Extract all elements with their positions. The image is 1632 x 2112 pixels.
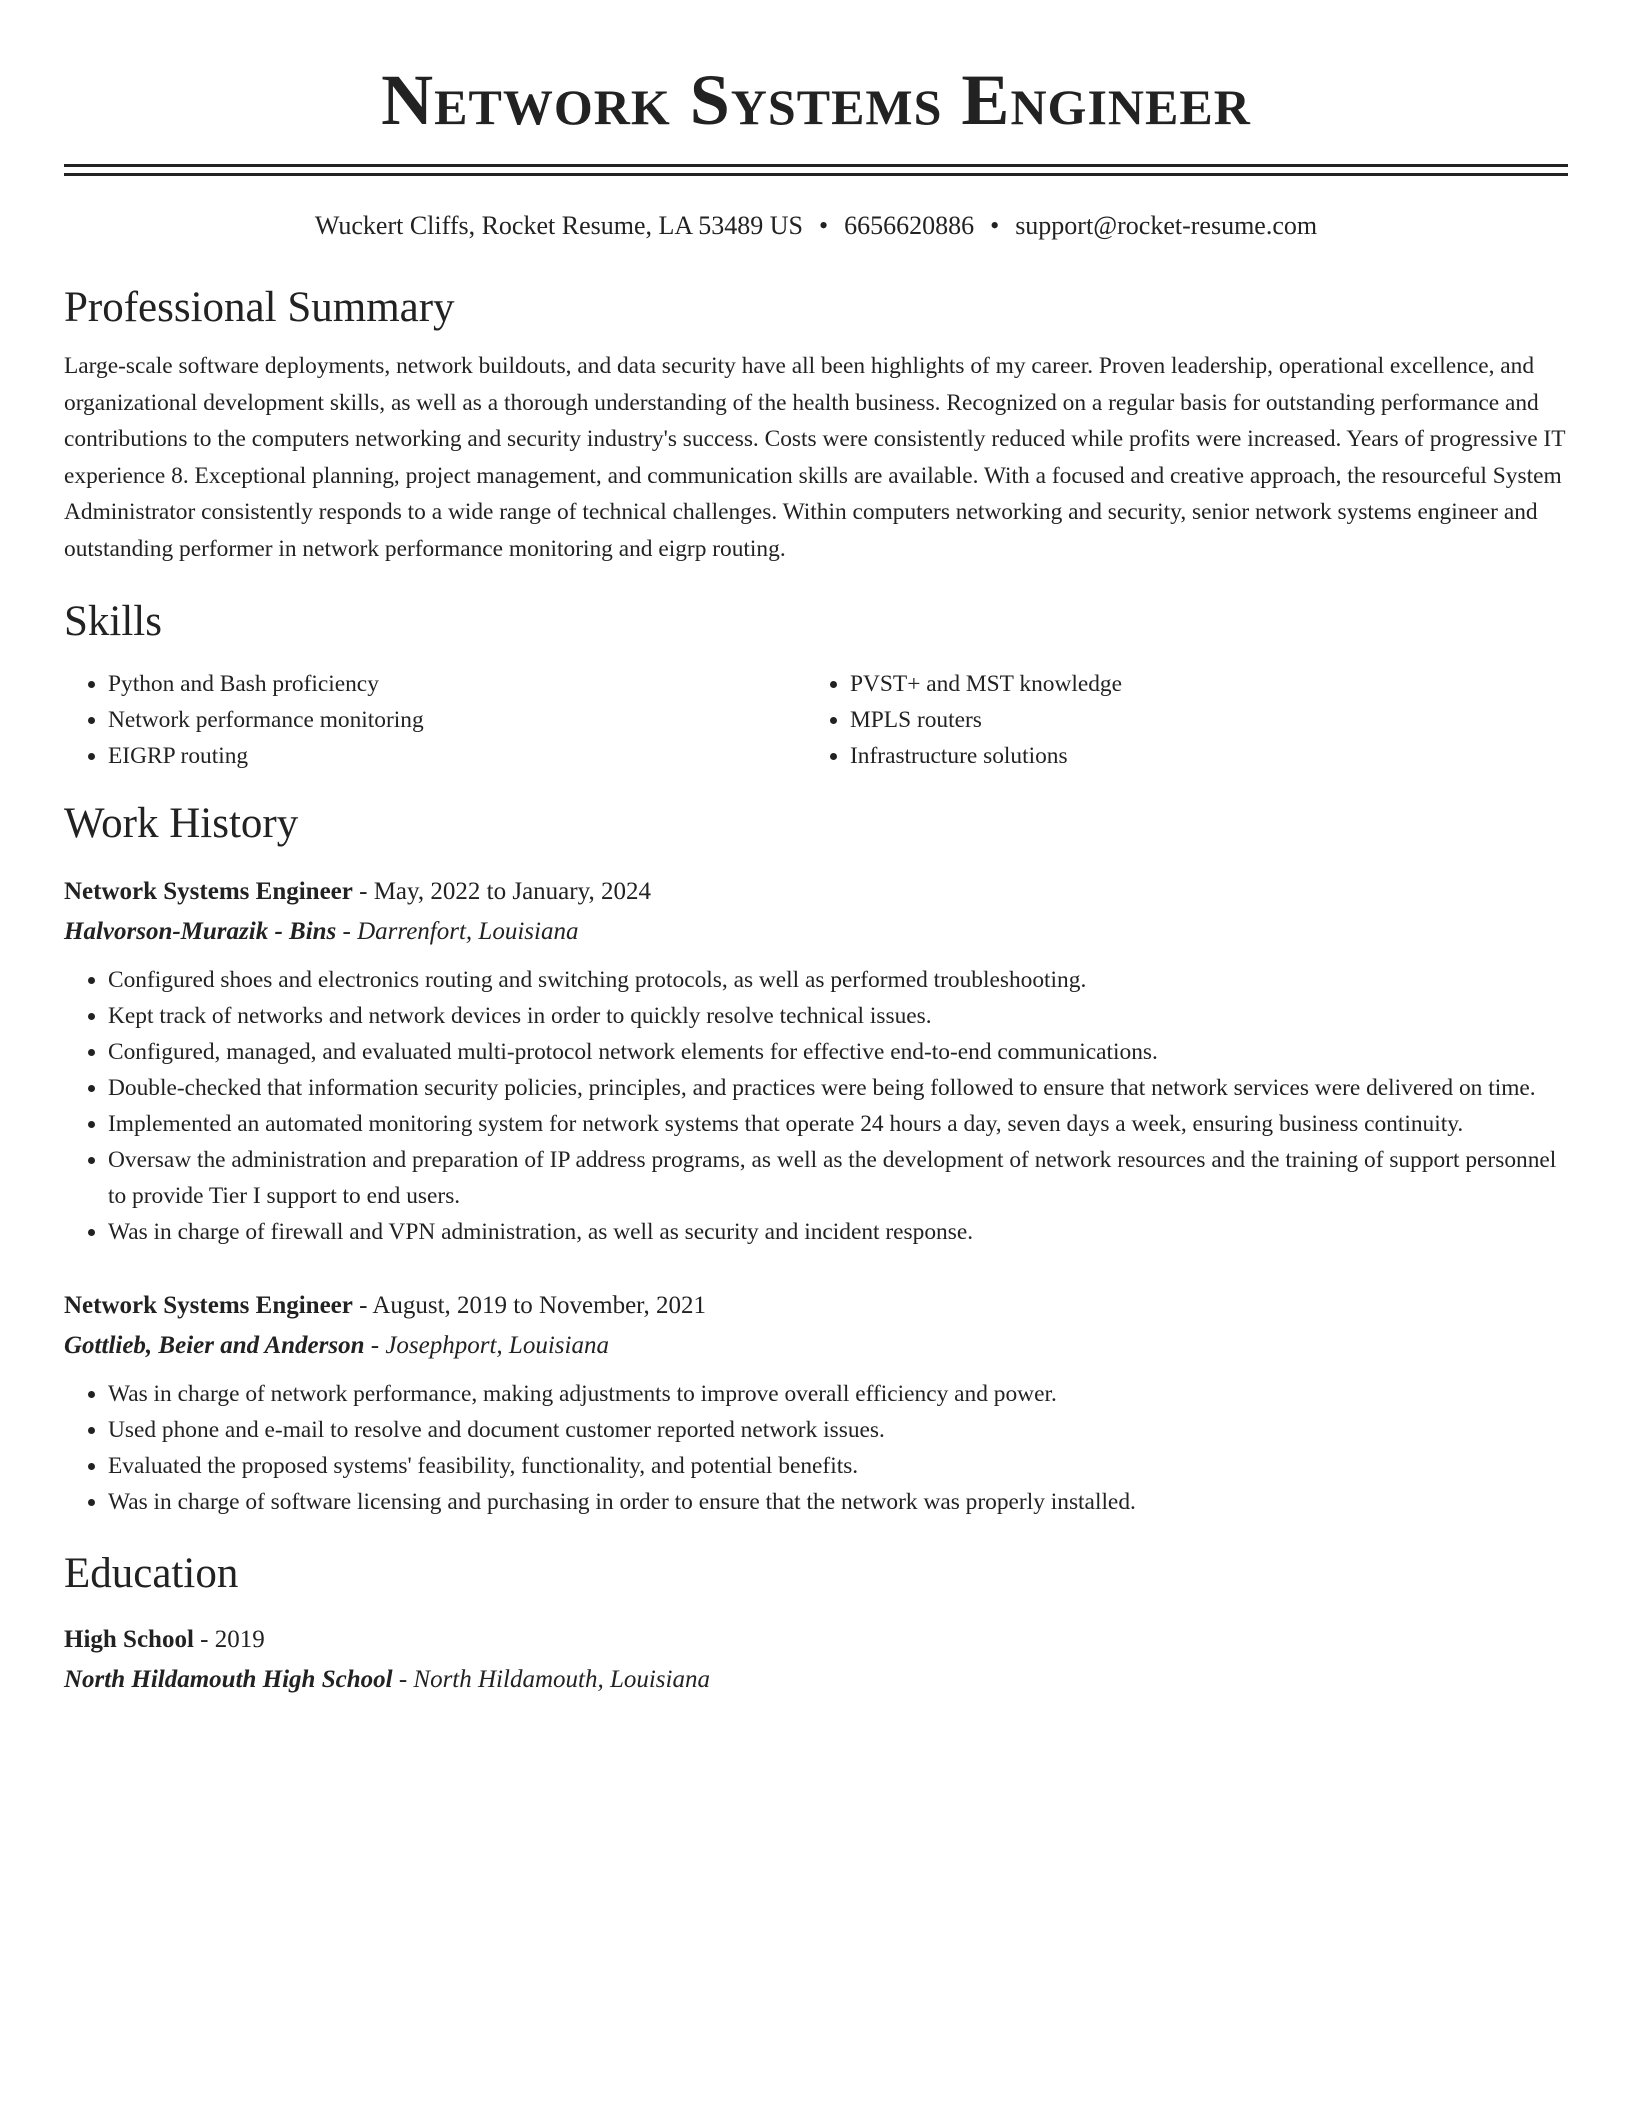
skill-item: • EIGRP routing <box>108 738 806 774</box>
skill-item: • Network performance monitoring <box>108 702 806 738</box>
job-title-line <box>64 874 1568 910</box>
graduation-year: 2019 <box>214 1625 265 1653</box>
separator-dot: • <box>818 211 829 240</box>
contact-address: Wuckert Cliffs, Rocket Resume, LA 53489 US <box>314 211 803 240</box>
summary-text: Large-scale software deployments, network buildouts, and data security have all been highlights of my career. Proven leadership, operational excellence, and organizational development skills, as well as a thorough understanding of the health business. Recognized on a regular basis for outstanding performance and contributions to the computers networking and security industry's success. Costs were consistently reduced while profits were increased. Years of progressive IT experience 8. Exceptional planning, project management, and communication skills are available. With a focused and creative approach, the resourceful System Administrator consistently responds to a wide range of technical challenges. Within computers networking and security, senior network systems engineer and outstanding performer in network performance monitoring and eigrp routing. <box>64 353 1566 562</box>
job-bullet: • Double-checked that information security policies, principles, and practices were being followed to ensure that network services were delivered on time. <box>108 1070 1568 1106</box>
dash: - <box>370 1331 380 1359</box>
job-bullet: • Configured, managed, and evaluated multi-protocol network elements for effective end-to-end communications. <box>108 1034 1568 1070</box>
skill-item: • MPLS routers <box>850 702 1548 738</box>
job-dates: May, 2022 to January, 2024 <box>373 877 651 905</box>
skills-heading: Skills <box>64 597 162 645</box>
contact-phone: 6656620886 <box>844 211 975 240</box>
job-bullet: • Used phone and e-mail to resolve and document customer reported network issues. <box>108 1412 1568 1448</box>
job-title: Network Systems Engineer <box>64 1291 353 1319</box>
company-name: Halvorson-Murazik - Bins <box>64 917 337 945</box>
education-heading: Education <box>64 1549 239 1597</box>
job-bullets <box>64 962 1568 1250</box>
work-history-heading: Work History <box>64 799 299 847</box>
dash: - <box>200 1625 209 1653</box>
job-bullet: • Evaluated the proposed systems' feasibility, functionality, and potential benefits. <box>108 1448 1568 1484</box>
job-bullets <box>64 1376 1568 1520</box>
job-entry <box>64 1288 1568 1520</box>
summary-heading: Professional Summary <box>64 284 455 331</box>
separator-dot: • <box>990 211 1000 240</box>
degree-line <box>64 1622 1568 1658</box>
job-bullet: • Implemented an automated monitoring system for network systems that operate 24 hours a day, seven days a week, ensuring business continuity. <box>108 1106 1568 1142</box>
company-location: Darrenfort, Louisiana <box>357 917 579 945</box>
skill-item: • Infrastructure solutions <box>850 738 1548 774</box>
resume-page <box>64 0 1568 1698</box>
job-bullet: • Oversaw the administration and preparation of IP address programs, as well as the development of network resources and the training of support personnel to provide Tier I support to end users. <box>108 1142 1568 1214</box>
company-location: Josephport, Louisiana <box>385 1331 609 1359</box>
dash: - <box>342 917 351 945</box>
dash: - <box>398 1665 408 1693</box>
job-bullet: • Configured shoes and electronics routing and switching protocols, as well as performed troubleshooting. <box>108 962 1568 998</box>
job-bullet: • Kept track of networks and network devices in order to quickly resolve technical issues. <box>108 998 1568 1034</box>
dash: - <box>359 1291 368 1319</box>
skill-item: • Python and Bash proficiency <box>108 666 806 702</box>
title-divider <box>64 164 1568 176</box>
skills-column-left <box>64 666 806 774</box>
company-line <box>64 914 1568 950</box>
school-name: North Hildamouth High School <box>64 1665 393 1693</box>
company-line <box>64 1328 1568 1364</box>
school-location: North Hildamouth, Louisiana <box>413 1665 710 1693</box>
job-bullet: • Was in charge of firewall and VPN administration, as well as security and incident response. <box>108 1214 1568 1250</box>
education-entry <box>64 1622 1568 1698</box>
job-dates: August, 2019 to November, 2021 <box>372 1291 707 1319</box>
job-bullet: • Was in charge of network performance, making adjustments to improve overall efficiency and power. <box>108 1376 1568 1412</box>
job-title-line <box>64 1288 1568 1324</box>
job-bullet: • Was in charge of software licensing and purchasing in order to ensure that the network was properly installed. <box>108 1484 1568 1520</box>
skills-column-right <box>806 666 1548 774</box>
skill-item: • PVST+ and MST knowledge <box>850 666 1548 702</box>
job-entry <box>64 874 1568 1250</box>
school-line <box>64 1662 1568 1698</box>
contact-line <box>64 210 1568 242</box>
contact-email: support@rocket-resume.com <box>1015 211 1318 240</box>
resume-title: Network Systems Engineer <box>381 60 1251 140</box>
skills-list <box>64 666 1568 774</box>
company-name: Gottlieb, Beier and Anderson <box>64 1331 365 1359</box>
dash: - <box>359 877 368 905</box>
job-title: Network Systems Engineer <box>64 877 353 905</box>
degree: High School <box>64 1625 194 1653</box>
